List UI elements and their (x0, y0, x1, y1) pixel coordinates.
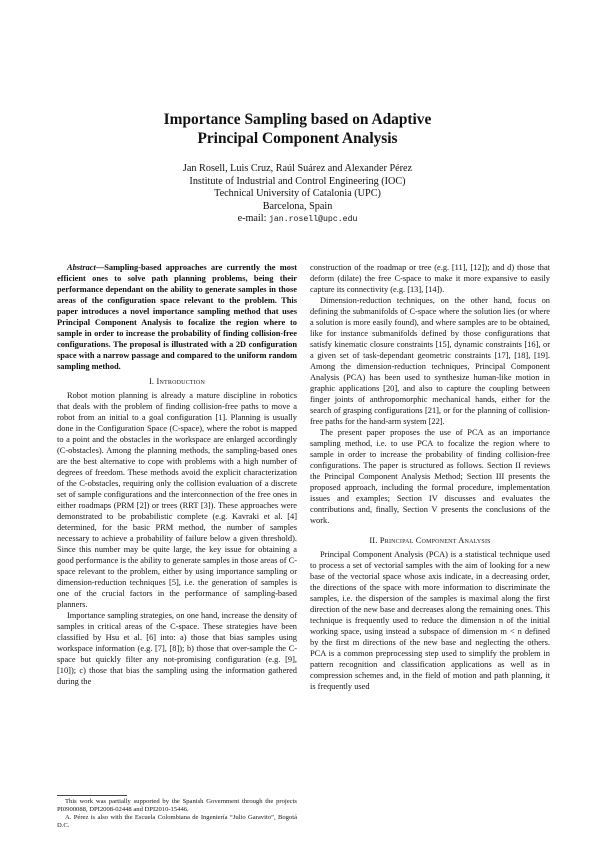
pca-paragraph-1: Principal Component Analysis (PCA) is a statistical technique used to process a set of vectorial samples with the aim of looking for a new base of the vectorial space whose axis indicate, in a decreasing order, the directions of the space with more information to discriminate the samples, i.e. the dispersion of the samples is maximal along the first direction of the new base and decreases along the remaining ones. This technique is frequently used to reduce the dimension n of the initial working space, using instead a subspace of dimension m < n defined by the first m directions of the new base and neglecting the others. PCA is a common preprocessing step used to simplify the problem in pattern recognition and classification applications as well as in compression schemes and, in the field of motion and path planning, it is frequently used (310, 550, 550, 691)
email-address[interactable]: jan.rosell@upc.edu (268, 215, 358, 224)
affiliation-location: Barcelona, Spain (262, 200, 333, 212)
abstract-lead: Abstract (67, 263, 96, 272)
intro-paragraph-1: Robot motion planning is already a mature discipline in robotics that deals with the problem of finding collision-free paths to move a robot from an initial to a goal configuration [1]. Planning is usually done in the Configuration Space (C-space), where the robot is mapped to a point and the obstacles in the workspace are enlarged accordingly (C-obstacles). Among the planning methods, the sampling-based ones are the best alternative to cope with problems with a high number of degrees of freedom. These methods avoid the explicit characterization of the C-obstacles, requiring only the collision evaluation of a discrete set of sample configurations and the interconnection of the free ones in either roadmaps (PRM [2]) or trees (RRT [3]). These approaches were demonstrated to be probabilistic complete (e.g. Kavraki et al. [4] determined, for the basic PRM method, the number of samples necessary to achieve a probability of failure below a given threshold). Since this number may be quite large, the key issue for obtaining a good performance is the ability to generate samples in those areas of C-space relevant to the problem, either by using importance sampling or dimension-reduction techniques [5], i.e. the generation of samples is one of the crucial factors in the performance of sampling-based planners. (57, 391, 298, 609)
section-1-heading: I. Introduction (148, 377, 206, 386)
intro-paragraph-2-continued: construction of the roadmap or tree (e.g. [11], [12]); and d) those that deform (dilate) the free C-space to make it more expansive to easily capture its connectivity (e.g. [13], [14]). (310, 263, 550, 294)
intro-paragraph-4: The present paper proposes the use of PCA as an importance sampling method, i.e. to use PCA to focalize the region where to sample in order to increase the probability of finding collision-free configurations. The paper is structured as follows. Section II reviews the Principal Component Analysis Method; Section III presents the proposed approach, including the formal procedure, implementation issues and examples; Section IV discusses and evaluates the contributions and, finally, Section V presents the conclusions of the work. (310, 428, 550, 525)
abstract-text: —Sampling-based approaches are currently the most efficient ones to solve path planning problems, being their performance dependant on the ability to generate samples in those areas of the configuration space relevant to the problem. This paper introduces a novel importance sampling method that uses Principal Component Analysis to focalize the region where to sample in order to increase the probability of finding collision-free configurations. The proposal is illustrated with a 2D configuration space with a narrow passage and compared to the uniform random sampling method. (57, 263, 297, 371)
author-names: Jan Rosell, Luis Cruz, Raúl Suárez and Alexander Pérez (182, 163, 413, 174)
footnote-divider (57, 795, 127, 796)
footnote-funding: This work was partially supported by the Spanish Government through the projects PI0900088, DPI2008-02448 and DPI2010-15446. (57, 798, 297, 813)
email-line (0, 213, 595, 227)
left-column (57, 262, 297, 687)
abstract (57, 262, 297, 372)
paper-title-line-1: Importance Sampling based on Adaptive (163, 111, 432, 128)
footnote-affiliation: A. Pérez is also with the Escuela Colombiana de Ingeniería “Julio Garavito”, Bogotá D.C. (57, 814, 297, 829)
right-column (310, 262, 550, 692)
affiliation-university: Technical University of Catalonia (UPC) (214, 188, 381, 199)
section-2-heading: II. Principal Component Analysis (369, 536, 491, 545)
paper-title-line-2: Principal Component Analysis (197, 130, 398, 147)
intro-paragraph-2: Importance sampling strategies, on one hand, increase the density of samples in critical areas of the C-space. These strategies have been classified by Hsu et al. [6] into: a) those that bias samples using workspace information (e.g. [7], [8]); b) those that over-sample the C-space but quickly filter any not-promising configuration (e.g. [9], [10]); c) those that bias the sampling using the information gathered during the (57, 611, 297, 686)
intro-paragraph-3: Dimension-reduction techniques, on the other hand, focus on defining the submanifolds of C-space where the solution lies (or where a solution is more easily found), and where samples are to be obtained, like for instance submanifolds defined by those configurations that satisfy kinematic closure constraints [15], dynamic constraints [16], or a given set of task-dependant geometric constraints [17], [18], [19]. Among the dimension-reduction techniques, Principal Component Analysis (PCA) has been used to synthesize human-like motion in graphic applications [20], and also to capture the coupling between finger joints of anthropomorphic mechanical hands, either for the search of grasping configurations [21], or for the planning of collision-free paths for the hand-arm system [22]. (310, 296, 550, 426)
email-label: e-mail: (237, 213, 267, 224)
affiliation-institute: Institute of Industrial and Control Engineering (IOC) (189, 175, 406, 187)
footnotes (57, 798, 297, 830)
author-block (0, 163, 595, 227)
